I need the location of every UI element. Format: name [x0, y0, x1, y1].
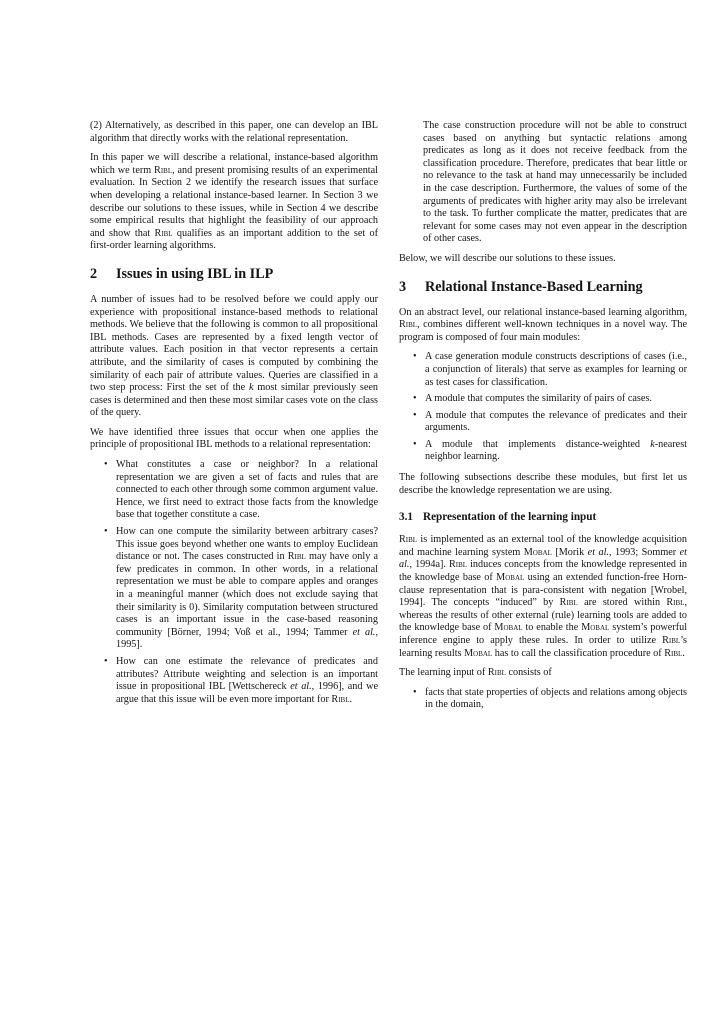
paragraph: A number of issues had to be resolved before we could apply our experience with propositional instance-based methods to relational methods. We believe that the following is common to all propositional IBL methods. Cases are represented by a fixed length vector of attribute values. Each position in that vector represents a certain attribute, and the similarity of cases is computed by combining the similarity of each pair of attribute values. Queries are classified in a two step process: First the set of the k most similar previously seen cases is determined and then these most similar cases vote on the class of the query.: [90, 293, 378, 419]
list-item: • How can one compute the similarity between arbitrary cases? This issue goes beyond whether one wants to employ Euclidean distance or not. The cases constructed in Ribl may have only a few predicates in common. In other words, in a relational representation we must be able to compare apples and oranges in a meaningful manner (which does not exclude saying that their similarity is 0). Similarity computation between structured cases is an important issue in the case-based reasoning community [Börner, 1994; Voß et al., 1994; Tammer et al., 1995].: [104, 526, 379, 651]
system-name: Ribl: [331, 693, 350, 705]
bullet-icon: •: [413, 393, 417, 405]
list-item: • A case generation module constructs descriptions of cases (i.e., a conjunction of literals) that serve as examples for learning or as test cases for classification.: [413, 351, 687, 388]
system-name: Ribl: [287, 551, 306, 563]
paragraph: We have identified three issues that occur when one applies the principle of propositional IBL methods to a relational representation:: [90, 426, 378, 451]
system-name: Ribl: [154, 227, 173, 239]
list-item: • A module that implements distance-weighted k-nearest neighbor learning.: [413, 438, 687, 463]
bullet-icon: •: [104, 459, 108, 471]
bullet-icon: •: [104, 655, 108, 667]
paragraph: The learning input of Ribl consists of: [399, 667, 552, 679]
paragraph: The case construction procedure will not be able to construct cases based on anything but syntactic relations among predicates as long as it does not receive feedback from the classification procedure. Therefore, predicates that bear little or no relevance to the task at hand may unnecessarily be included in the case description. Furthermore, the values of some of the arguments of predicates with higher arity may also be irrelevant to the task. To further complicate the matter, predicates that are relevant for some cases may not even appear in the description of other cases.: [423, 120, 687, 245]
right-column: [399, 120, 687, 720]
paragraph: On an abstract level, our relational instance-based learning algorithm, Ribl, combines different well-known techniques in a novel way. The program is composed of four main modules:: [399, 306, 687, 343]
bullet-icon: •: [413, 438, 417, 450]
bullet-list: [399, 351, 687, 464]
bullet-list: [399, 687, 687, 712]
list-item: • A module that computes the similarity of pairs of cases.: [413, 393, 652, 405]
system-name: Ribl: [399, 319, 418, 331]
list-item: • facts that state properties of objects and relations among objects in the domain,: [413, 686, 687, 711]
list-item: • A module that computes the relevance of predicates and their arguments.: [413, 409, 687, 434]
list-item: • What constitutes a case or neighbor? In a relational representation we are given a set of facts and rules that are connected to each other through some common argument value. Hence, we first need to extract those facts from the knowledge base that together constitute a case.: [104, 459, 378, 521]
bullet-icon: •: [413, 351, 417, 363]
paragraph: Ribl is implemented as an external tool of the knowledge acquisition and machine learning system Mobal [Morik et al., 1993; Sommer et al., 1994a]. Ribl induces concepts from the knowledge represented in the knowledge base of Mobal using an extended function-free Horn-clause representation that is para-consistent with negation [Wrobel, 1994]. The concepts “induced” by Ribl are stored within Ribl, whereas the results of other external (rule) learning tools are added to the knowledge base of Mobal to enable the Mobal system’s powerful inference engine to apply these rules. In order to utilize Ribl’s learning results Mobal has to call the classification procedure of Ribl.: [399, 534, 688, 659]
section-heading: 2 Issues in using IBL in ILP: [90, 265, 274, 282]
bullet-icon: •: [104, 526, 108, 538]
bullet-icon: •: [413, 409, 417, 421]
left-column: [90, 120, 378, 714]
bullet-list: [90, 459, 378, 706]
paragraph: The following subsections describe these modules, but first let us describe the knowledge representation we are using.: [399, 472, 687, 496]
paragraph: In this paper we will describe a relational, instance-based algorithm which we term Ribl, and present promising results of an experimental evaluation. In Section 2 we identify the research issues that surface when developing a relational instance-based learner. In Section 3 we describe our solutions to these issues, while in Section 4 we describe some empirical results that highlight the feasibility of our approach and show that Ribl qualifies as an important addition to the set of first-order learning algorithms.: [90, 152, 378, 252]
paragraph: (2) Alternatively, as described in this paper, one can develop an IBL algorithm that directly works with the relational representation.: [90, 120, 378, 144]
subsection-heading: 3.1 Representation of the learning input: [399, 511, 597, 524]
system-name: Ribl: [154, 164, 173, 176]
section-heading: 3 Relational Instance-Based Learning: [399, 278, 643, 295]
bullet-icon: •: [413, 686, 417, 698]
paragraph: Below, we will describe our solutions to these issues.: [399, 252, 616, 264]
list-item: • How can one estimate the relevance of predicates and attributes? Attribute weighting and selection is an important issue in propositional IBL [Wettschereck et al., 1996], and we argue that this issue will be even more important for Ribl.: [104, 655, 378, 705]
system-name: Ribl: [487, 667, 506, 679]
